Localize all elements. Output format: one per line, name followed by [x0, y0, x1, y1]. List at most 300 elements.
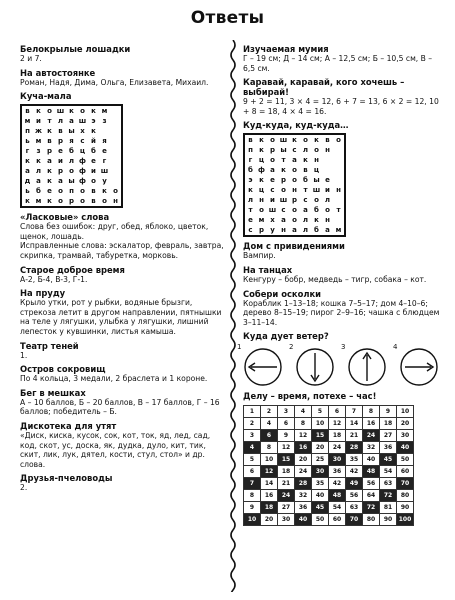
number-row: [244, 478, 414, 490]
grid-cell: а: [58, 177, 63, 186]
number-cell: 42: [346, 466, 363, 478]
left-column: [20, 44, 225, 497]
grid-cell: н: [259, 196, 264, 205]
number-cell: 4: [295, 406, 312, 418]
section-heading: Собери осколки: [243, 288, 322, 299]
number-cell: 16: [261, 490, 278, 502]
number-cell: 24: [363, 430, 380, 442]
number-cell: 9: [380, 406, 397, 418]
number-cell: 28: [346, 442, 363, 454]
section-heading: Изучаемая мумия: [243, 44, 329, 54]
dial-number: 3: [341, 343, 346, 352]
grid-cell: ш: [279, 136, 288, 145]
grid-cell: о: [91, 177, 96, 186]
number-cell: 60: [397, 466, 414, 478]
grid-cell: ц: [258, 186, 265, 195]
wind-dial: [289, 343, 335, 387]
grid-cell: о: [336, 136, 341, 145]
left-section: [20, 421, 225, 469]
section-heading: Друзья-пчеловоды: [20, 473, 113, 484]
grid-cell: о: [325, 206, 330, 215]
arrow-icon: [347, 347, 387, 387]
section-text: Крыло утки, рот у рыбки, водяные брызги, стрекоза летит в другом направлении, пятнышки на теле у лягушки, улыбка у лягушки, лишний лепесток у кувшинки, листья камыша.: [20, 298, 222, 336]
grid-cell: в: [303, 166, 308, 175]
grid-cell: к: [47, 197, 52, 206]
grid-cell: в: [25, 107, 30, 116]
grid-cell: к: [25, 157, 30, 166]
grid-cell: ц: [258, 156, 265, 165]
grid-cell: [110, 146, 122, 156]
number-cell: 4: [261, 418, 278, 430]
number-grid: [243, 405, 414, 526]
number-cell: 54: [329, 502, 346, 514]
grid-cell: [333, 155, 345, 165]
grid-cell: о: [102, 197, 107, 206]
grid-cell: а: [47, 157, 52, 166]
number-cell: 32: [295, 490, 312, 502]
grid-row: [21, 116, 122, 126]
number-cell: 20: [312, 442, 329, 454]
grid-cell: о: [281, 186, 286, 195]
left-section: [20, 473, 225, 493]
grid-cell: ы: [280, 146, 287, 155]
page-title: Ответы: [190, 8, 265, 28]
wind-dial: [341, 343, 387, 387]
number-row: [244, 454, 414, 466]
grid-cell: г: [25, 147, 30, 156]
number-cell: 70: [346, 514, 363, 526]
number-cell: 3: [244, 430, 261, 442]
number-cell: 20: [295, 454, 312, 466]
left-section: [20, 288, 225, 336]
grid-cell: к: [69, 107, 74, 116]
number-cell: 20: [397, 418, 414, 430]
number-row: [244, 466, 414, 478]
grid-cell: п: [248, 146, 253, 155]
grid-cell: в: [325, 136, 330, 145]
number-cell: 40: [397, 442, 414, 454]
grid-cell: р: [280, 176, 286, 185]
section-heading: «Ласковые» слова: [20, 212, 110, 223]
number-cell: 63: [346, 502, 363, 514]
grid-cell: в: [58, 127, 63, 136]
grid-cell: б: [314, 206, 319, 215]
grid-cell: ы: [68, 177, 75, 186]
number-cell: 30: [329, 454, 346, 466]
number-cell: 1: [244, 406, 261, 418]
grid-row: [244, 195, 345, 205]
grid-cell: б: [36, 187, 41, 196]
grid-cell: к: [259, 136, 264, 145]
grid-cell: к: [102, 187, 107, 196]
number-cell: 12: [261, 466, 278, 478]
grid-cell: л: [68, 157, 75, 166]
right-section: [243, 391, 443, 526]
grid-cell: а: [303, 206, 308, 215]
arrow-icon: [399, 347, 439, 387]
grid-cell: ж: [35, 127, 42, 136]
grid-cell: [322, 155, 333, 165]
kud-kuda-grid: [243, 133, 346, 237]
grid-cell: о: [270, 156, 275, 165]
number-row: [244, 502, 414, 514]
grid-cell: т: [47, 117, 52, 126]
number-cell: 64: [363, 490, 380, 502]
grid-cell: к: [259, 146, 264, 155]
clocks-row: [237, 343, 443, 387]
grid-cell: и: [270, 196, 275, 205]
number-cell: 6: [329, 406, 346, 418]
grid-cell: [333, 175, 345, 185]
grid-cell: е: [91, 157, 96, 166]
grid-cell: г: [248, 156, 253, 165]
grid-cell: о: [292, 176, 297, 185]
grid-cell: р: [57, 137, 63, 146]
grid-cell: ш: [100, 167, 109, 176]
grid-cell: б: [91, 147, 96, 156]
grid-cell: о: [80, 197, 85, 206]
number-cell: 56: [363, 478, 380, 490]
section-text: Роман, Надя, Дима, Ольга, Елизавета, Михаил.: [20, 77, 209, 87]
grid-cell: и: [58, 157, 63, 166]
right-section: [243, 44, 443, 73]
right-column: [237, 44, 443, 530]
dial-number: 2: [289, 343, 294, 352]
grid-cell: а: [36, 177, 41, 186]
grid-cell: [322, 165, 333, 175]
number-cell: 72: [363, 502, 380, 514]
grid-cell: с: [281, 206, 286, 215]
left-section: [20, 91, 225, 208]
number-cell: 9: [244, 502, 261, 514]
grid-cell: с: [248, 226, 253, 235]
grid-cell: н: [325, 216, 330, 225]
grid-cell: к: [292, 136, 297, 145]
grid-cell: о: [314, 196, 319, 205]
wavy-divider: [229, 40, 237, 592]
number-row: [244, 406, 414, 418]
grid-cell: к: [47, 127, 52, 136]
grid-cell: р: [46, 147, 52, 156]
section-text: А – 10 баллов, Б – 20 баллов, В – 17 баллов, Г – 16 баллов; победитель – Б.: [20, 397, 220, 417]
grid-cell: л: [302, 216, 309, 225]
number-cell: 21: [346, 430, 363, 442]
grid-cell: о: [80, 187, 85, 196]
number-cell: 25: [312, 454, 329, 466]
grid-cell: ш: [56, 107, 65, 116]
section-text: Г – 19 см; Д – 14 см; А – 12,5 см; Б – 10,5 см, В – 6,5 см.: [243, 54, 433, 73]
grid-cell: а: [325, 226, 330, 235]
wind-dial: [393, 343, 439, 387]
section-text: А-2, Б-4, В-3, Г-1.: [20, 274, 88, 284]
left-section: [20, 212, 225, 260]
number-cell: 42: [329, 478, 346, 490]
grid-cell: о: [113, 187, 118, 196]
number-cell: 45: [380, 454, 397, 466]
number-cell: 14: [346, 418, 363, 430]
number-cell: 40: [363, 454, 380, 466]
grid-cell: б: [69, 147, 74, 156]
right-section: [243, 265, 443, 285]
grid-cell: е: [248, 216, 253, 225]
grid-cell: о: [58, 187, 63, 196]
section-heading: На пруду: [20, 288, 66, 299]
grid-cell: о: [303, 136, 308, 145]
number-cell: 2: [244, 418, 261, 430]
number-cell: 24: [295, 466, 312, 478]
right-section: [243, 289, 443, 328]
grid-cell: а: [281, 216, 286, 225]
number-cell: 45: [312, 502, 329, 514]
number-cell: 15: [312, 430, 329, 442]
section-heading: На автостоянке: [20, 67, 96, 78]
grid-cell: [99, 126, 110, 136]
number-cell: 6: [278, 418, 295, 430]
number-cell: 28: [295, 478, 312, 490]
grid-cell: р: [269, 146, 275, 155]
section-heading: Куд-куда, куд-куда…: [243, 120, 349, 131]
section-heading: Дискотека для утят: [20, 420, 117, 431]
grid-cell: ц: [79, 147, 86, 156]
grid-cell: ь: [25, 137, 30, 146]
grid-cell: л: [247, 196, 254, 205]
number-cell: 15: [278, 454, 295, 466]
number-cell: 16: [363, 418, 380, 430]
number-row: [244, 490, 414, 502]
number-cell: 18: [329, 430, 346, 442]
grid-cell: х: [80, 127, 85, 136]
grid-row: [21, 105, 122, 116]
grid-row: [244, 185, 345, 195]
grid-cell: т: [336, 206, 341, 215]
grid-row: [21, 156, 122, 166]
grid-cell: з: [102, 117, 107, 126]
grid-cell: м: [35, 197, 42, 206]
grid-cell: к: [47, 167, 52, 176]
number-cell: 10: [261, 454, 278, 466]
grid-cell: д: [24, 177, 31, 186]
section-heading: На танцах: [243, 264, 293, 275]
wind-dial: [237, 343, 283, 387]
number-cell: 50: [312, 514, 329, 526]
grid-cell: о: [47, 107, 52, 116]
section-text: Вампир.: [243, 251, 276, 261]
grid-cell: к: [91, 127, 96, 136]
grid-cell: ф: [79, 167, 86, 176]
grid-cell: в: [47, 137, 52, 146]
section-text: 9 + 2 = 11, 3 × 4 = 12, 6 + 7 = 13, 6 × 2 = 12, 10 + 8 = 18, 4 × 4 = 16.: [243, 97, 439, 116]
grid-cell: б: [314, 226, 319, 235]
number-cell: 90: [380, 514, 397, 526]
grid-cell: р: [57, 167, 63, 176]
grid-cell: о: [292, 166, 297, 175]
number-cell: 56: [346, 490, 363, 502]
grid-cell: б: [248, 166, 253, 175]
section-text: По 4 кольца, 3 медали, 2 браслета и 1 короне.: [20, 374, 208, 384]
grid-cell: к: [36, 157, 41, 166]
grid-cell: и: [36, 117, 41, 126]
number-cell: 81: [380, 502, 397, 514]
grid-row: [244, 145, 345, 155]
grid-cell: ф: [258, 166, 265, 175]
number-cell: 100: [397, 514, 414, 526]
grid-cell: ф: [79, 177, 86, 186]
grid-cell: [333, 165, 345, 175]
number-cell: 6: [244, 466, 261, 478]
grid-row: [21, 126, 122, 136]
arrow-icon: [295, 347, 335, 387]
grid-cell: л: [35, 167, 42, 176]
section-text: Слова без ошибок: друг, обед, яблоко, цветок, щенок, лошадь.: [20, 222, 209, 241]
number-cell: 20: [261, 514, 278, 526]
number-cell: 3: [278, 406, 295, 418]
number-cell: 12: [329, 418, 346, 430]
arrow-icon: [243, 347, 283, 387]
number-cell: 48: [363, 466, 380, 478]
number-cell: 7: [346, 406, 363, 418]
number-cell: 80: [363, 514, 380, 526]
number-cell: 14: [261, 478, 278, 490]
grid-cell: л: [57, 117, 64, 126]
grid-cell: г: [102, 157, 107, 166]
grid-row: [21, 146, 122, 156]
grid-cell: [110, 136, 122, 146]
number-cell: 10: [244, 514, 261, 526]
grid-cell: к: [47, 177, 52, 186]
number-cell: 7: [244, 478, 261, 490]
number-cell: 27: [380, 430, 397, 442]
grid-row: [244, 205, 345, 215]
grid-cell: о: [58, 197, 63, 206]
section-text: 1.: [20, 350, 28, 360]
grid-cell: [333, 145, 345, 155]
grid-cell: к: [314, 136, 319, 145]
section-heading: Бег в мешках: [20, 387, 86, 398]
grid-cell: [110, 116, 122, 126]
number-cell: 36: [295, 502, 312, 514]
number-cell: 5: [244, 454, 261, 466]
section-text: «Диск, киска, кусок, сок, кот, ток, яд, лед, сад, код, скот, ус, доска, як, дудка, дуло, кит, тик, скит, лик, лук, дятел, кости, стул, стол» и др. слова.: [20, 430, 211, 469]
number-cell: 16: [295, 442, 312, 454]
grid-cell: ы: [313, 176, 320, 185]
grid-cell: [110, 156, 122, 166]
grid-cell: б: [303, 176, 308, 185]
number-cell: 12: [295, 430, 312, 442]
grid-cell: о: [259, 206, 264, 215]
number-cell: 32: [363, 442, 380, 454]
section-heading: Куча-мала: [20, 91, 72, 102]
grid-row: [244, 134, 345, 145]
grid-cell: в: [91, 187, 96, 196]
grid-cell: р: [291, 196, 297, 205]
dial-number: 4: [393, 343, 398, 352]
grid-cell: н: [336, 186, 341, 195]
section-heading: Белокрылые лошадки: [20, 44, 131, 54]
number-cell: 35: [346, 454, 363, 466]
section-heading: Остров сокровищ: [20, 364, 106, 375]
grid-cell: ф: [79, 157, 86, 166]
number-cell: 70: [397, 478, 414, 490]
grid-cell: л: [302, 146, 309, 155]
grid-cell: п: [25, 127, 30, 136]
section-heading: Дом с привидениями: [243, 241, 345, 252]
grid-cell: о: [292, 216, 297, 225]
grid-cell: у: [270, 226, 275, 235]
number-cell: 10: [397, 406, 414, 418]
grid-cell: е: [58, 147, 63, 156]
grid-cell: м: [258, 216, 265, 225]
section-heading: Делу – время, потехе – час!: [243, 391, 377, 402]
number-cell: 36: [380, 442, 397, 454]
number-cell: 80: [397, 490, 414, 502]
kucha-mala-grid: [20, 104, 123, 208]
grid-cell: м: [335, 226, 342, 235]
left-section: [20, 265, 225, 285]
grid-cell: я: [102, 137, 107, 146]
grid-row: [244, 175, 345, 185]
number-cell: 8: [244, 490, 261, 502]
section-text: 2.: [20, 483, 28, 493]
left-section: [20, 364, 225, 384]
grid-cell: к: [248, 186, 253, 195]
left-section: [20, 341, 225, 361]
grid-cell: с: [303, 196, 308, 205]
grid-cell: с: [292, 146, 297, 155]
right-section: [243, 77, 443, 116]
grid-cell: н: [314, 156, 319, 165]
grid-cell: р: [258, 226, 264, 235]
grid-cell: а: [292, 226, 297, 235]
grid-cell: р: [68, 197, 74, 206]
grid-row: [244, 225, 345, 236]
grid-cell: н: [325, 146, 330, 155]
grid-row: [244, 155, 345, 165]
grid-row: [21, 186, 122, 196]
grid-cell: а: [25, 167, 30, 176]
grid-cell: л: [302, 226, 309, 235]
grid-cell: к: [303, 156, 308, 165]
grid-cell: о: [270, 136, 275, 145]
grid-cell: к: [36, 107, 41, 116]
grid-cell: а: [270, 166, 275, 175]
grid-cell: з: [36, 147, 41, 156]
number-cell: 60: [329, 514, 346, 526]
grid-cell: о: [69, 167, 74, 176]
grid-cell: э: [248, 176, 253, 185]
grid-cell: [110, 166, 122, 176]
grid-cell: к: [314, 216, 319, 225]
grid-cell: н: [292, 186, 297, 195]
grid-row: [21, 166, 122, 176]
number-cell: 50: [397, 454, 414, 466]
section-text: 2 и 7.: [20, 54, 42, 63]
grid-cell: т: [248, 206, 253, 215]
number-cell: 24: [329, 442, 346, 454]
number-row: [244, 442, 414, 454]
grid-cell: о: [292, 206, 297, 215]
number-cell: 36: [329, 466, 346, 478]
number-cell: 40: [295, 514, 312, 526]
section-heading: Театр теней: [20, 340, 79, 351]
number-cell: 90: [397, 502, 414, 514]
grid-cell: а: [292, 156, 297, 165]
grid-cell: и: [91, 167, 96, 176]
grid-cell: л: [324, 196, 331, 205]
grid-cell: ш: [268, 206, 277, 215]
number-cell: 2: [261, 406, 278, 418]
grid-row: [244, 165, 345, 175]
grid-cell: м: [101, 107, 108, 116]
